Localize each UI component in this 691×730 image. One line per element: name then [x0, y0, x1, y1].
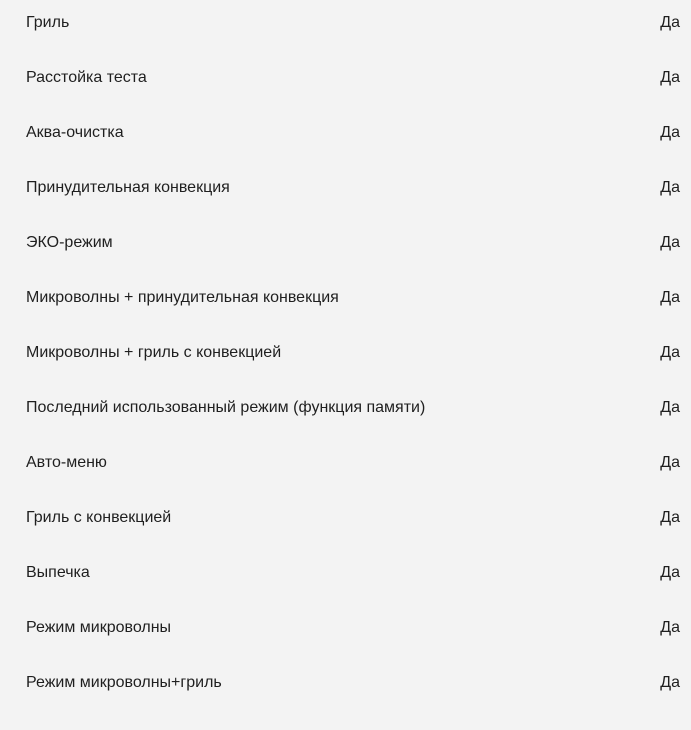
spec-label: Выпечка [26, 564, 90, 581]
spec-value: Да [660, 234, 680, 251]
spec-row [0, 125, 691, 180]
spec-value: Да [660, 454, 680, 471]
spec-value: Да [660, 344, 680, 361]
spec-label: Режим микроволны [26, 619, 172, 636]
spec-value: Да [660, 179, 680, 196]
spec-row [0, 455, 691, 510]
spec-label: Аква-очистка [26, 124, 124, 141]
spec-row [0, 565, 691, 620]
spec-value: Да [660, 619, 680, 636]
spec-row [0, 400, 691, 455]
spec-value: Да [660, 124, 680, 141]
spec-label: Режим микроволны+гриль [26, 674, 222, 691]
spec-row [0, 620, 691, 675]
spec-label: Микроволны + гриль с конвекцией [26, 344, 282, 361]
spec-label: Гриль с конвекцией [26, 509, 172, 526]
spec-value: Да [660, 14, 680, 31]
spec-row [0, 180, 691, 235]
spec-value: Да [660, 399, 680, 416]
spec-value: Да [660, 509, 680, 526]
spec-label: ЭКО-режим [26, 234, 113, 251]
spec-row [0, 15, 691, 70]
spec-value: Да [660, 564, 680, 581]
spec-label: Принудительная конвекция [26, 179, 230, 196]
spec-value: Да [660, 69, 680, 86]
spec-row [0, 675, 691, 730]
spec-row [0, 70, 691, 125]
spec-label: Микроволны + принудительная конвекция [26, 289, 339, 306]
spec-label: Расстойка теста [26, 69, 147, 86]
spec-label: Гриль [26, 14, 70, 31]
spec-value: Да [660, 674, 680, 691]
spec-label: Авто-меню [26, 454, 107, 471]
spec-row [0, 235, 691, 290]
spec-row [0, 510, 691, 565]
spec-value: Да [660, 289, 680, 306]
spec-label: Последний использованный режим (функция памяти) [26, 399, 426, 416]
spec-row [0, 290, 691, 345]
spec-row [0, 345, 691, 400]
